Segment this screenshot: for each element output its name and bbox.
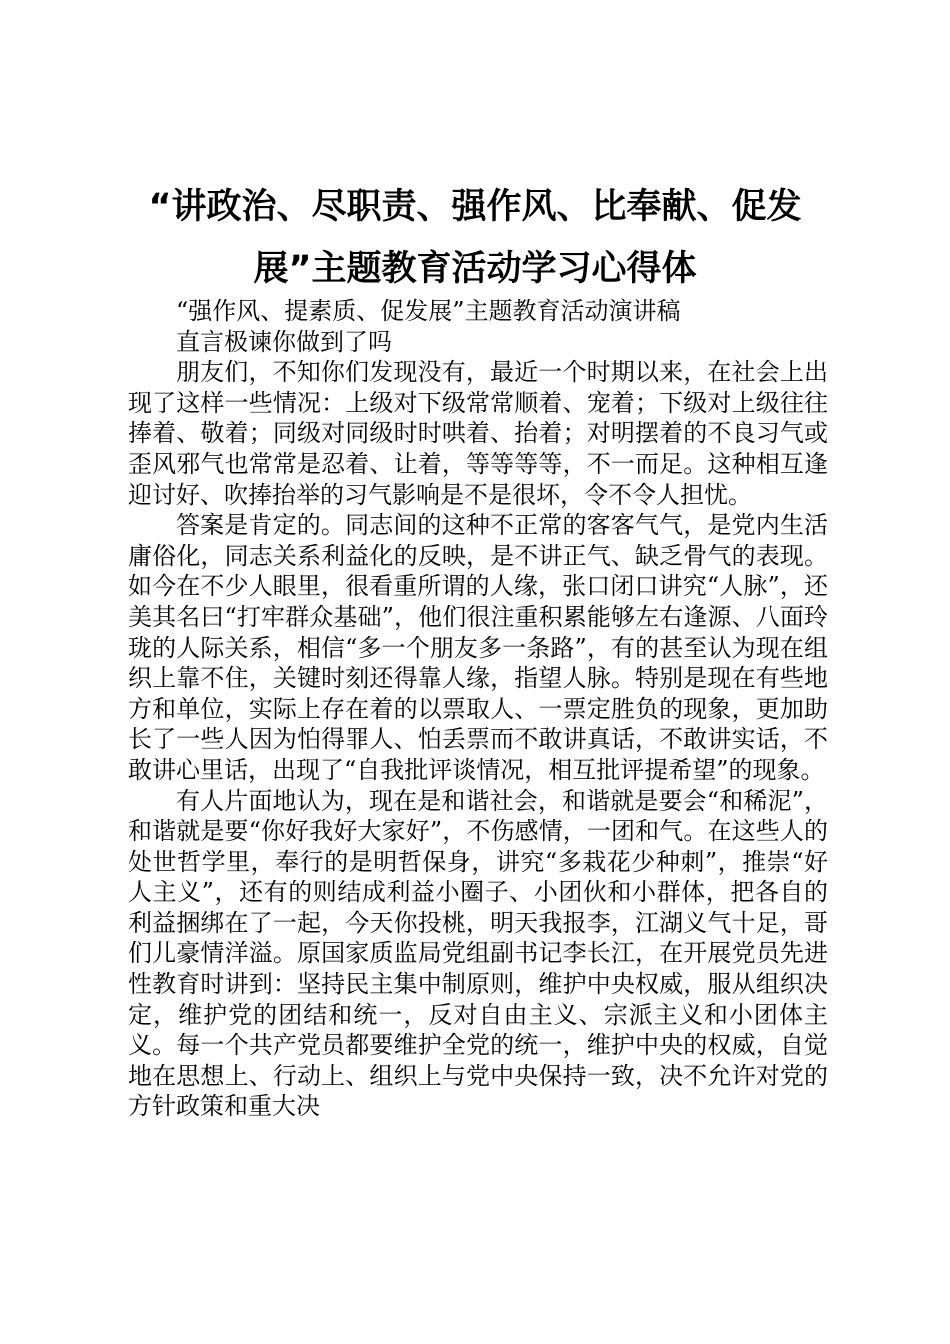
paragraph-2: 答案是肯定的。同志间的这种不正常的客客气气，是党内生活庸俗化，同志关系利益化的反映，是不讲正气、缺乏骨气的表现。如今在不少人眼里，很看重所谓的人缘，张口闭口讲究“人脉”，还美其名曰“打牢群众基础”，他们很注重积累能够左右逢源、八面玲珑的人际关系，相信“多一个朋友多一条路”，有的甚至认为现在组织上靠不住，关键时刻还得靠人缘，指望人脉。特别是现在有些地方和单位，实际上存在着的以票取人、一票定胜负的现象，更加助长了一些人因为怕得罪人、怕丢票而不敢讲真话，不敢讲实话，不敢讲心里话，出现了“自我批评谈情况，相互批评提希望”的现象。 xyxy=(128,511,828,784)
paragraph-3: 有人片面地认为，现在是和谐社会，和谐就是要会“和稀泥”，和谐就是要“你好我好大家好”，不伤感情，一团和气。在这些人的处世哲学里，奉行的是明哲保身，讲究“多栽花少种刺”，推崇“好人主义”，还有的则结成利益小圈子、小团伙和小群体，把各自的利益捆绑在了一起，今天你投桃，明天我报李，江湖义气十足，哥们儿豪情洋溢。原国家质监局党组副书记李长江，在开展党员先进性教育时讲到：坚持民主集中制原则，维护中央权威，服从组织决定，维护党的团结和统一，反对自由主义、宗派主义和小团体主义。每一个共产党员都要维护全党的统一，维护中央的权威，自觉地在思想上、行动上、组织上与党中央保持一致，决不允许对党的方针政策和重大决 xyxy=(128,786,828,1121)
document-title-line-1: “讲政治、尽职责、强作风、比奉献、促发 xyxy=(148,187,802,227)
document-subtitle: “强作风、提素质、促发展”主题教育活动演讲稿 xyxy=(176,297,681,325)
paragraph-1: 朋友们，不知你们发现没有，最近一个时期以来，在社会上出现了这样一些情况：上级对下级常常顺着、宠着；下级对上级往往捧着、敬着；同级对同级时时哄着、抬着；对明摆着的不良习气或歪风邪气也常常是忍着、让着，等等等等，不一而足。这种相互逢迎讨好、吹捧抬举的习气影响是不是很坏，令不令人担忧。 xyxy=(128,358,828,509)
document-body xyxy=(128,296,828,1122)
document-title-line-2: 展”主题教育活动学习心得体 xyxy=(253,249,697,289)
section-heading: 直言极谏你做到了吗 xyxy=(176,327,392,356)
